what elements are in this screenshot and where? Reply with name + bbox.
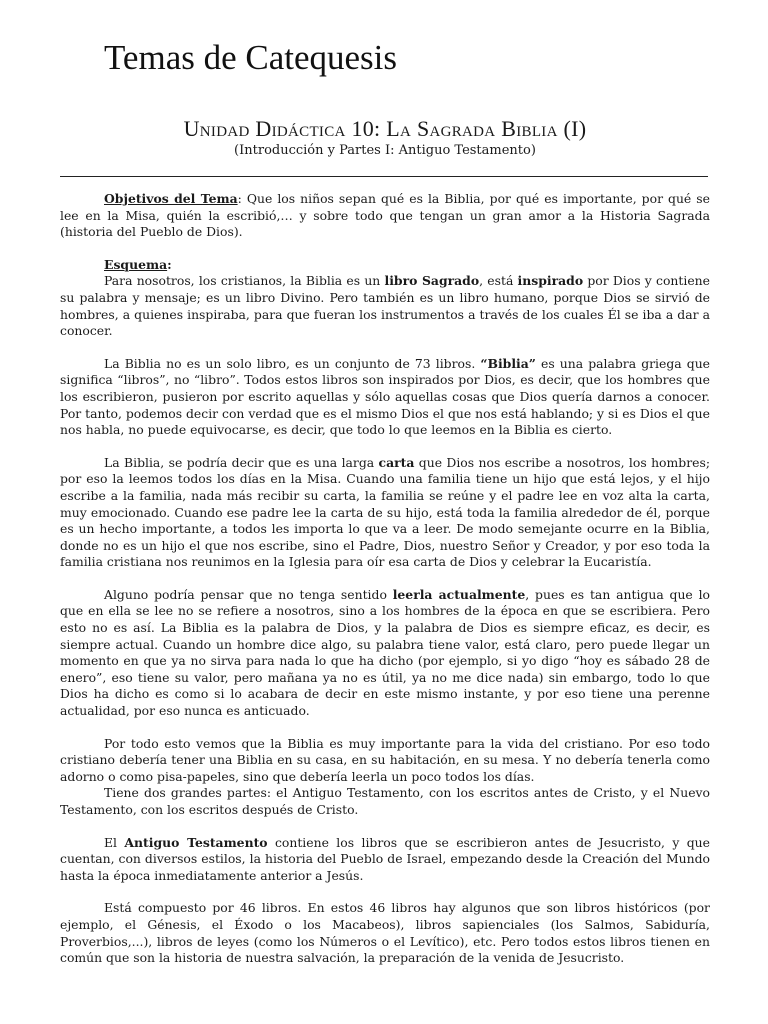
unit-subtitle: (Introducción y Partes I: Antiguo Testamento) bbox=[234, 143, 536, 158]
p1-text-c: por Dios y contiene su palabra y mensaje; es un libro Divino. Pero también es un libro humano, porque Dios se sirvió de hombres, a quienes inspiraba, para que fueran los instrumentos a través de los cuales Él se iba a dar a conocer. bbox=[60, 273, 710, 339]
p2-text-b: es una palabra griega que significa “libros”, no “libro”. Todos estos libros son inspirados por Dios, es decir, que los hombres que los escribieron, pusieron por escrito aquellas y sólo aquellas cosas que Dios quería darnos a conocer. Por tanto, podemos decir con verdad que es el mismo Dios el que nos está hablando; y si es Dios el que nos habla, no puede equivocarse, es decir, que todo lo que leemos en la Biblia es cierto. bbox=[60, 355, 711, 438]
document-body bbox=[60, 191, 710, 967]
paragraph-3 bbox=[60, 455, 710, 571]
p1-text-b: , está bbox=[479, 273, 518, 289]
p7-text-a: El bbox=[104, 834, 125, 850]
objetivos-text: : Que los niños sepan qué es la Biblia, por qué es importante, por qué se lee en la Misa, quién la escribió,… y sobre todo que tengan un gran amor a la Historia Sagrada (historia del Pueblo de Dios). bbox=[60, 191, 710, 240]
p4-text-b: , pues es tan antigua que lo que en ella se lee no se refiere a nosotros, sino a los hombres de la época en que se escribiera. Pero esto no es así. La Biblia es la palabra de Dios, y la palabra de Dios es siempre eficaz, es decir, es siempre actual. Cuando un hombre dice algo, su palabra tiene valor, está claro, pero puede llegar un momento en que ya no sirva para nada lo que ha dicho (por ejemplo, si yo digo “hoy es sábado 28 de enero”, eso tiene su valor, pero mañana ya no es útil, ya no me dice nada) sin embargo, todo lo que Dios ha dicho es como si lo acabara de decir en este mismo instante, y por eso tiene una perenne actualidad, por eso nunca es anticuado. bbox=[60, 586, 710, 719]
p2-text-a: La Biblia no es un solo libro, es un conjunto de 73 libros. bbox=[104, 355, 481, 371]
paragraph-2 bbox=[60, 356, 710, 439]
p4-bold: leerla actualmente bbox=[392, 586, 526, 602]
esquema-colon: : bbox=[167, 256, 172, 272]
paragraph-5: Por todo esto vemos que la Biblia es muy importante para la vida del cristiano. Por eso todo cristiano debería tener una Biblia en su casa, en su habitación, en su mesa. Y no debería tenerla como adorno o como pisa-papeles, sino que debería leerla un poco todos los días. bbox=[60, 735, 710, 784]
p3-text-b: que Dios nos escribe a nosotros, los hombres; por eso la leemos todos los días en la Misa. Cuando una familia tiene un hijo que está lejos, y el hijo escribe a la familia, nada más recibir su carta, la familia se reúne y el padre lee en voz alta la carta, muy emocionado. Cuando ese padre lee la carta de su hijo, está toda la familia alrededor de él, porque es un hecho importante, a todos les importa lo que va a leer. De modo semejante ocurre en la Biblia, donde no es un hijo el que nos escribe, sino el Padre, Dios, nuestro Señor y Creador, y por eso toda la familia cristiana nos reunimos en la Iglesia para oír esa carta de Dios y celebrar la Eucaristía. bbox=[60, 454, 710, 570]
p1-text-a: Para nosotros, los cristianos, la Biblia es un bbox=[104, 273, 385, 289]
horizontal-rule bbox=[60, 176, 708, 177]
objetivos-label: Objetivos del Tema bbox=[104, 191, 238, 206]
paragraph-4 bbox=[60, 587, 710, 720]
paragraph-6: Tiene dos grandes partes: el Antiguo Testamento, con los escritos antes de Cristo, y el Nuevo Testamento, con los escritos después de Cristo. bbox=[60, 785, 710, 817]
document-header: Temas de Catequesis bbox=[104, 38, 398, 77]
p1-bold-b: inspirado bbox=[517, 273, 584, 289]
p7-text-b: contiene los libros que se escribieron antes de Jesucristo, y que cuentan, con diversos estilos, la historia del Pueblo de Israel, empezando desde la Creación del Mundo hasta la época inmediatamente anterior a Jesús. bbox=[60, 834, 710, 883]
p1-bold-a: libro Sagrado bbox=[384, 273, 480, 289]
paragraph-1 bbox=[60, 273, 710, 339]
paragraph-8: Está compuesto por 46 libros. En estos 46 libros hay algunos que son libros históricos (por ejemplo, el Génesis, el Éxodo o los Macabeos), libros sapienciales (los Salmos, Sabiduría, Proverbios,...), libros de leyes (como los Números o el Levítico), etc. Pero todos estos libros tienen en común que son la historia de nuestra salvación, la preparación de la venida de Jesucristo. bbox=[60, 900, 710, 966]
p3-text-a: La Biblia, se podría decir que es una larga bbox=[104, 454, 379, 470]
paragraph-objetivos bbox=[60, 191, 710, 241]
paragraph-7 bbox=[60, 835, 710, 885]
p3-bold: carta bbox=[378, 454, 415, 470]
unit-title: Unidad Didáctica 10: La Sagrada Biblia (I) bbox=[183, 116, 587, 141]
paragraph-esquema-heading bbox=[60, 257, 710, 274]
p2-bold: “Biblia” bbox=[480, 355, 536, 371]
p7-bold: Antiguo Testamento bbox=[124, 834, 268, 850]
p4-text-a: Alguno podría pensar que no tenga sentido bbox=[104, 586, 393, 602]
esquema-label: Esquema bbox=[104, 256, 168, 272]
